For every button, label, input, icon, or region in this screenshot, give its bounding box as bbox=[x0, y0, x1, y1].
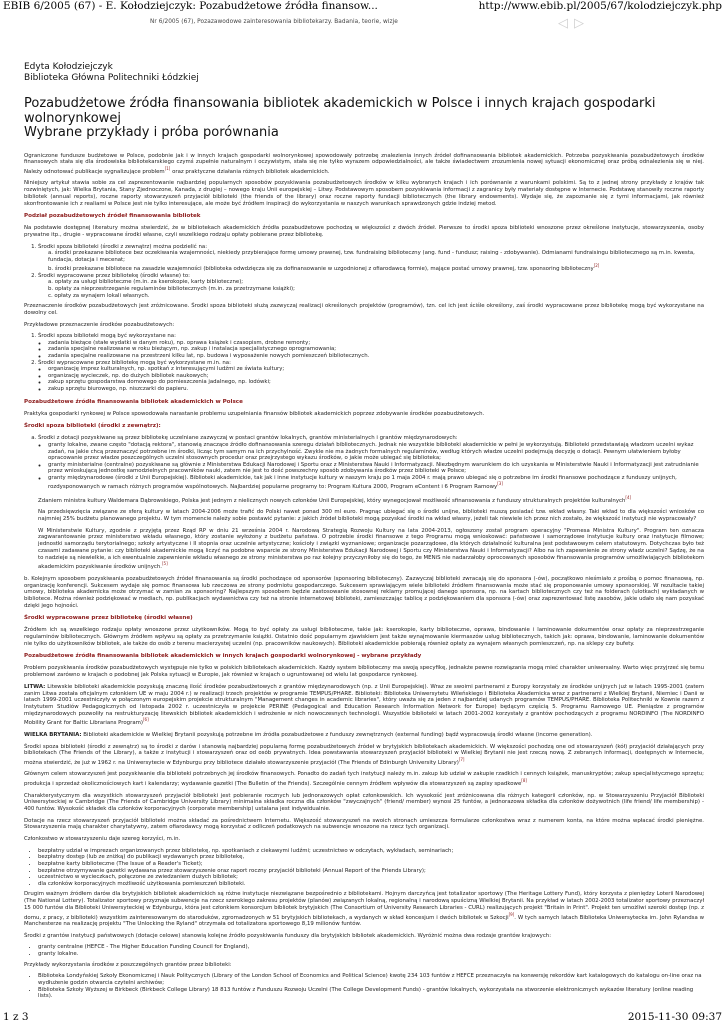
title-line1: Pozabudżetowe źródła finansowania bibliotek akademickich w Polsce i innych krajach gospodarki wolnorynkowej bbox=[24, 96, 656, 126]
print-timestamp: 2015-11-30 09:37 bbox=[627, 1011, 722, 1023]
list-item: ◦ zadania bieżące (stałe wydatki w danym roku), np. oprawa książek i czasopism, drobne remonty; bbox=[48, 340, 704, 347]
section1-paragraph: Na podstawie dostępnej literatury można stwierdzić, że w bibliotekach akademickich źródła pozabudżetowe pochodzą w większości z dwóch źródeł. Pierwsze to środki spoza biblioteki wnoszone przez określone instytucje, stowarzyszenia, osoby prywatne itp., drugie - wypracowane środki własne, czyli wszelkiego rodzaju opłaty pobierane przez bibliotekę. bbox=[24, 225, 704, 238]
print-footer bbox=[0, 1011, 724, 1024]
list-item: a. środki przekazane bibliotece bez oczekiwania wzajemności, niekiedy przybierające formę umowy prawnej, tzw. fundraising biblioteczny (ang. fund - fundusz; raising - zdobywanie). Odmianami fundraisingu bibliotecznego są m.in. kwesta, fundacja, dotacja i mecenat; bbox=[48, 250, 695, 263]
list-item: 2. Środki wypracowane przez bibliotekę mogą być wykorzystane m.in. na: ◦ organizację imprez kulturalnych, np. spotkań z interesującymi ludźmi ze świata kultury; ◦ organizację wycieczek, np. do dużych bibliotek naukowych; ◦ zakup sprzętu gospodarstwa domowego do pomieszczenia jadalnego, np. lodówki; ◦ zakup sprzętu biurowego, np. niszczarki do papieru. bbox=[38, 360, 704, 393]
section2-paragraph: Praktyka gospodarki rynkowej w Polsce spowodowała narastanie problemu uzupełniania finansów bibliotek akademickich poprzez zdobywanie środków pozabudżetowych. bbox=[24, 410, 485, 417]
list-item: ◦ granty ministerialne (centralne) pozyskiwane są głównie z Ministerstwa Edukacji Narodowej i Sportu oraz z Ministerstwa Nauki i Informatyzacji. Niezbędnym warunkiem do ich uzyskania w Ministerstwie Nauki i Informatyzacji jest zatrudnianie przez wnioskującą jednostkę samodzielnych pracowników nauki, zatem nie jest to dość powszechny sposób zdobywania środków przez biblioteki w Polsce; bbox=[48, 462, 704, 475]
section-heading-5: Pozabudżetowe źródła finansowania bibliotek akademickich w innych krajach gospodarki wolnorynkowej - wybrane przykłady bbox=[24, 653, 422, 660]
list-item: • bezpłatne karty biblioteczne (The Issue of a Reader's Ticket); bbox=[38, 861, 704, 868]
section-heading-3: Środki spoza biblioteki (środki z zewnątrz): bbox=[24, 423, 161, 430]
uk-paragraph-6: Członkostwo w stowarzyszeniu daje szereg korzyści, m.in. bbox=[24, 836, 181, 843]
title-line2: Wybrane przykłady i próba porównania bbox=[24, 125, 279, 140]
print-header-title: EBIB 6/2005 (67) - E. Kołodziejczyk: Pozabudżetowe źródła finansow... bbox=[3, 0, 378, 12]
list-grant-examples bbox=[24, 973, 704, 999]
sponsoring-paragraph: b. Kolejnym sposobem pozyskiwania pozabudżetowych źródeł finansowania są środki pochodzące od sponsorów (sponsoring biblioteczny). Zazwyczaj biblioteki zwracają się do sponsora (-ów), początkowo nieśmiało z prośbą o pomoc finansową, np. organizację konferencji. Sukcesem wydaje się pomoc finansowa lub rzeczowa ze strony podmiotu gospodarczego. Sukcesem sprawiającym wiele biblioteki źródłem finansowania może stać się proponowanie umowy sponsorskiej. W rezultacie takiej umowy, biblioteka akademicka może otrzymać w zamian za sponsoring? Najlepszym sposobem będzie zastosowanie stosownej reklamy promującej danego sponsora, np. na kartach bibliotecznych czy też na folderach (ulotkach) wykładanych w bibliotece. Można również podziękować w mediach, np. publikacjach wydawnictwa czy też na stronie internetowej biblioteki, zamieszczając tablicę z podziękowaniem dla sponsora (-ów) oraz zaprezentować listę zasobów, jakie udało się nam pozyskać dzięki jego hojności. bbox=[24, 575, 704, 609]
minister-paragraph: Zdaniem ministra kultury Waldemara Dąbrowskiego, Polska jest jednym z nielicznych nowych członków Unii Europejskiej, który wynegocjował możliwość sfinansowania z funduszy strukturalnych projektów kulturalnych[4] bbox=[38, 494, 632, 504]
ministry-paragraph: W Ministerstwie Kultury, zgodnie z przyjętą przez Rząd RP w dniu 21 września 2004 r. Narodową Strategią Rozwoju Kultury na lata 2004-2013, ogłoszony został program operacyjny "Promesa Ministra Kultury". Program ten oznacza zagwarantowanie przez ministerstwo wkładu własnego, który zostanie wyłożony z budżetu państwa. O potrzebie środki finansowe z tego Programu mogą wnioskować: państwowe i samorządowe instytucje kultury oraz instytucje filmowe; jednostki samorządu terytorialnego; szkoły artystyczne i II stopnia oraz uczelnie artystyczne; kościoły i związki wyznaniowe; organizacje pozarządowe, dla których działalność kulturalna jest podstawowym celem statutowym. Dotychczas było też czasami zadawane pytanie: czy biblioteki akademickie mogą liczyć na podobne wsparcie ze strony Ministerstwa Edukacji Narodowej i Sportu czy Ministerstwa Nauki i Informatyzacji? Albo na ich zapewnienie ze strony władz uczelni? Sądzę, że na to nadzieje są niewielkie, a ich ewentualnie zapewnienie wkładu własnego ze strony ministerstwa po raz kolejny przyczyniłoby się do tego, że MENiS nie nadarzałoby oprocowanych sposobów finansowania programów umożliwiających bibliotekom akademickim pozyskiwanie środków unijnych.[5] bbox=[38, 527, 704, 571]
list-item: • bezpłatne otrzymywanie gazetki wydawana przez stowarzyszenie oraz raport roczny przyjaciół biblioteki (Annual Report of the Friends Library); bbox=[38, 868, 704, 875]
list-item: ◦ granty międzynarodowe (środki z Unii Europejskiej). Biblioteki akademickie, tak jak i inne instytucje kultury w naszym kraju po 1 maja 2004 r. mają prawo ubiegać się o potrzebne im środki finansowe pochodzące z funduszy unijnych, rozdysponowanych w ramach różnych programów wspólnotowych. Najbardziej popularne programy to: Program Kultura 2000, Program eContent i 6 Program Ramowy[3] bbox=[48, 475, 704, 491]
section-heading-1: Podział pozabudżetowych źródeł finansowania bibliotek bbox=[24, 213, 201, 220]
list-item: ◦ zadania specjalne realizowane na przestrzeni kilku lat, np. budowa i wyposażenie nowych pomieszczeń bibliotecznych. bbox=[48, 353, 704, 360]
uk-paragraph-1: WIELKA BRYTANIA: Biblioteki akademickie w Wielkiej Brytanii pozyskują potrzebne im źródła pozabudżetowe z funduszy zewnętrznych (external funding) bądź wypracowują środki własne (income generation). bbox=[24, 731, 593, 738]
list-funding-types bbox=[24, 244, 704, 300]
list-membership-benefits bbox=[24, 848, 704, 888]
list-item: • Biblioteka Londyńskiej Szkoły Ekonomicznej i Nauk Politycznych (Library of the London School of Economics and Political Science) kwotę 234 103 funtów z HEFCE przeznaczyła na konwersję rekordów kart katalogowych do katalogu on-line oraz na wydłużenie godzin otwarcia czytelni archiwów; bbox=[38, 973, 704, 986]
author-affiliation: Biblioteka Główna Politechniki Łódzkiej bbox=[24, 72, 199, 83]
list-item: ◦ zakup sprzętu gospodarstwa domowego do pomieszczenia jadalnego, np. lodówki; bbox=[48, 379, 704, 386]
issue-subtitle: Nr 6/2005 (67), Pozazawodowe zainteresowania bibliotekarzy. Badania, teorie, wizje bbox=[150, 19, 398, 25]
intro-paragraph-2: Niniejszy artykuł stawia sobie za cel zaprezentowanie najbardziej popularnych sposobów pozyskiwania pozabudżetowych środków w kilku wybranych krajach i ich porównanie z warunkami polskimi. Są to z jednej strony przykłady z krajów tak rozwiniętych, jak: Wielka Brytania, Stany Zjednoczone, Kanada, z drugiej – nowego kraju Unii europejskiej – Litwy. Podstawowym sposobem pozyskiwania informacji z zagranicy były materiały dostępne w Internecie. Podstawę stanowiły roczne raporty bibliotek (annual reports), roczne raporty stowarzyszeń przyjaciół biblioteki (the friends of the library) oraz roczne raporty fundacji bibliotecznych (the library endowments). Wydaje się, że zapoznanie się z tymi informacjami, jak również skonfrontowanie ich z realiami w Polsce jest nie tylko interesujące, ale może być źródłem inspiracji do wykorzystania w naszych warunkach sprawdzonych gdzie indziej metod. bbox=[24, 180, 704, 207]
footnote-ref[interactable]: [2] bbox=[593, 263, 600, 269]
list-item: • granty centralne (HEFCE - The Higher Education Funding Council for England), bbox=[38, 944, 704, 951]
list-item: ◦ organizację imprez kulturalnych, np. spotkań z interesującymi ludźmi ze świata kultury; bbox=[48, 366, 704, 373]
uk-paragraph-4: Charakterystycznym dla wszystkich stowarzyszeń przyjaciół biblioteki jest pobieranie rocznych lub jednorazowych opłat członkowskich. Ich wysokość jest zróżnicowana dla różnych kategorii członków, np. w Stowarzyszeniu Przyjaciół Biblioteki Uniwersyteckiej w Cambridge (The Friends of Cambridge University Library) minimalna składka roczna dla członków "zwyczajnych" (friend/ member) wynosi 25 funtów, a jednorazowa składka dla członków dożywotnich (life friend/ life membership) - 400 funtów. Wysokość składek dla członków korporacyjnych (corporate membership) ustalana jest indywidualnie. bbox=[24, 792, 704, 813]
section4-paragraph: Źródłem ich są wszelkiego rodzaju opłaty wnoszone przez użytkowników. Mogą to być opłaty za usługi biblioteczne, takie jak: kserokopie, karty biblioteczne, oprawa, bindowanie i laminowanie dokumentów oraz opłaty za nieprzestrzeganie regulaminów bibliotecznych. Głównym źródłem wpływu są opłaty za przetrzymanie książki. Ostatnio dość popularnym zjawiskiem jest także wynajmowanie kiermaszów usług bibliotecznych, takich jak: oprawa, bindowanie, laminowanie dokumentów nie tylko do użytkowników bibliotek, ale także do osób z terenu macierzystej uczelni (np. pracowników naukowych). Biblioteki akademickie pobierają również opłaty za wynajem własnych pomieszczeń, np. na sklepy czy bufety. bbox=[24, 627, 704, 647]
issue-navigation bbox=[552, 16, 584, 31]
uk-paragraph-5: Dotacje na rzecz stowarzyszeń przyjaciół biblioteki można składać za pośrednictwem Internetu. Większość stowarzyszeń na swoich stronach umieszcza formularze członkostwa wraz z numerem konta, na które można wpłacać środki pieniężne. Stowarzyszenia mają charakter charytatywny, zatem ofiarodawcy mogą korzystać z odliczeń podatkowych na subwencje wnoszone na rzecz tych organizacji. bbox=[24, 817, 704, 831]
uk-paragraph-3: Głównym celem stowarzyszeń jest pozyskiwanie dla biblioteki potrzebnych jej środków finansowych. Ponadto do zadań tych instytucji należy m.in. zakup lub udział w zakupie rzadkich i cennych książek, manuskryptów; zakup specjalistycznego sprzętu; produkcja i sprzedaż okolicznościowych kart i kalendarzy; wydawanie gazetki (The Bulletin of the Friends). Szczególnie cennym źródłem wpływów dla stowarzyszeń są zapisy spadkowe[8] bbox=[24, 771, 704, 787]
article-title bbox=[24, 97, 704, 141]
article bbox=[24, 62, 704, 1004]
footnote-ref[interactable]: [4] bbox=[625, 494, 632, 500]
footnote-ref[interactable]: [7] bbox=[458, 756, 465, 762]
uk-paragraph-7: Drugim ważnym źródłem darów dla brytyjskich bibliotek akademickich są różne instytucje niezwiązane bezpośrednio z bibliotekami. Hojnym darczyńcą jest totalizator sportowy (The Heritage Lottery Fund), który korzysta z pieniędzy Loterii Narodowej (The National Lottery). Totalizator sportowy przyznaje subwencje na rzecz szerokiego zakresu projektów (planów) związanych lokalną, regionalną i narodową spuścizną Wielkiej Brytanii. Na przykład w latach 2002-2003 totalizator sportowy przeznaczył 15 000 funtów dla Biblioteki Uniwersyteckiej w Edynburgu, która jest członkiem konsorcjum bibliotek brytyjskich (The Consortium of University Research Libraries - CURL) realizujących projekt "Britain in Print". Projekt ten umożliwi szeroki dostęp (np. z domu, z pracy, z biblioteki) wszystkim zainteresowanym do staroduków, zgromadzonych w 51 brytyjskich bibliotekach, a wydanych w skład koncesjum i dwóch bibliotek w Szkocji[9]. W tych samych latach Biblioteka Uniwersytecka im. John Rylandsa w Manchesterze na realizację projektu "The Unlocking the Ryland" otrzymała od totalizatora sportowego 8,19 milionów funtów. bbox=[24, 891, 704, 928]
list-item: ◦ zakup sprzętu biurowego, np. niszczarki do papieru. bbox=[48, 386, 704, 393]
section-heading-4: Środki wypracowane przez bibliotekę (środki własne) bbox=[24, 615, 193, 622]
list-item: • uczestnictwo w wycieczkach, połączone ze zwiedzaniem dużych bibliotek; bbox=[38, 874, 704, 881]
list-item: • bezpłatny dostęp (lub ze zniżką) do publikacji wydawanych przez bibliotekę, bbox=[38, 854, 704, 861]
list-item: a. opłaty za usługi biblioteczne (m.in. za kserokopie, karty biblioteczne); bbox=[48, 279, 244, 286]
list-item: 2. Środki wypracowane przez bibliotekę (środki własne) to: a. opłaty za usługi biblioteczne (m.in. za kserokopie, karty biblioteczne); b. opłaty za nieprzestrzeganie regulaminów bibliotecznych (m.in. za przetrzymane książki); c. opłaty za wynajem lokali własnych. bbox=[38, 273, 704, 299]
list-external-funds bbox=[24, 435, 704, 491]
footnote-ref[interactable]: [6] bbox=[142, 717, 149, 723]
prev-arrow-icon[interactable]: ◁ bbox=[558, 16, 568, 31]
list-examples bbox=[24, 333, 704, 392]
footnote-ref[interactable]: [3] bbox=[497, 481, 503, 487]
lithuania-paragraph: LITWA: Litewskie biblioteki akademickie pozyskują znaczną ilość środków pozabudżetowych z grantów międzynarodowych (np. z Unii Europejskiej). Wraz ze swoimi partnerami z Europy korzystały ze środków unijnych już w latach 1995-2001 (zatem zanim Litwa została oficjalnym członkiem UE w maju 2004 r.) w realizacji trzech projektów w programie TEMPUS/PHARE. Biblioteki: Biblioteka Uniwersytetu Wileńskiego i Biblioteka Akademicka wraz z partnerami z Wielkiej Brytanii, Niemiec i Danii w latach 1999-2001 uczestniczyły w połączonym europejskim projekcie strukturalnym "Management changes in academic libraries", który uważa się za jeden z najbardziej udanych programów TEMPUS/PHARE. Biblioteka Politechniki w Kownie razem z Instytutem Studiów Pedagogicznych od listopada 2002 r. uczestniczyła w projekcie PERINE (Pedagogical and Education Research Information Network for Europe) będącym częścią 5. Programu Ramowego UE. Pieniądze z programów międzynarodowych pozwoliły na restrukturyzację litewskich bibliotek akademickich i wdrożenie w nich nowoczesnych technologii. Wszystkie biblioteki w latach 2001-2002 korzystały z grantów pochodzących z programu NORDINFO (The NORDINFO Mobility Grant for Baltic Librarians Program)[6] bbox=[24, 683, 704, 727]
list-item: b. środki przekazane bibliotece na zasadzie wzajemności (biblioteka odwdzięcza się za dofinansowanie w uzgodnionej z ofiarodawcą formie), mające postać umowy prawnej, tzw. sponsoring biblioteczny[2] bbox=[48, 263, 600, 273]
list-item: 1. Środki spoza biblioteki (środki z zewnątrz) można podzielić na: a. środki przekazane bibliotece bez oczekiwania wzajemności, niekiedy przybierające formę umowy prawnej, tzw. fundraising biblioteczny (ang. fund - fundusz; raising - zdobywanie). Odmianami fundraisingu bibliotecznego są m.in. kwesta, fundacja, dotacja i mecenat; b. środki przekazane bibliotece na zasadzie wzajemności (biblioteka odwdzięcza się za dofinansowanie w uzgodnionej z ofiarodawcą formie), mające postać umowy prawnej, tzw. sponsoring biblioteczny[2] bbox=[38, 244, 704, 273]
list-item: ◦ granty lokalne, zwane często "dotacją rektora", stanowią znaczące źródło dofinansowania szeregu działań bibliotecznych. Jednak nie wszystkie biblioteki akademickie w pełni je wykorzystują. Biblioteki przedstawiają władzom uczelni wykaz zadań, na jakie chcą przeznaczyć potrzebne im środki, licząc tym samym na ich przychylność. Zwykle nie ma żadnych formalnych regulaminów, według których władze uczelni podejmują decyzję o dotacji. Pewnym ułatwieniem byłoby opracowanie przez władze poszczególnych uczelni stosownych procedur oraz przejrzystego wykazu środków, o jakie może ubiegać się biblioteka; bbox=[48, 442, 704, 462]
list-item: • granty lokalne. bbox=[38, 951, 704, 958]
footnote-ref[interactable]: [1] bbox=[164, 165, 171, 171]
list-item: c. opłaty za wynajem lokali własnych. bbox=[48, 292, 150, 299]
uk-paragraph-9: Przykłady wykorzystania środków z poszczególnych grantów przez biblioteki: bbox=[24, 961, 232, 968]
section-heading-2: Pozabudżetowe źródła finansowania bibliotek akademickich w Polsce bbox=[24, 398, 243, 405]
intro1-end: oraz praktyczne działania różnych bibliotek akademickich. bbox=[170, 168, 330, 175]
list-item: ◦ organizację wycieczek, np. do dużych bibliotek naukowych; bbox=[48, 373, 704, 380]
footnote-ref[interactable]: [8] bbox=[521, 778, 527, 784]
examples-paragraph: Przykładowe przeznaczenie środków pozabudżetowych: bbox=[24, 321, 175, 328]
next-arrow-icon[interactable]: ▷ bbox=[574, 16, 584, 31]
footnote-ref[interactable]: [9] bbox=[508, 911, 515, 917]
page-number: 1 z 3 bbox=[3, 1011, 29, 1023]
print-header-url: http://www.ebib.pl/2005/67/kolodziejczyk.php bbox=[478, 0, 722, 12]
uk-paragraph-2: Środki spoza biblioteki (środki z zewnątrz) są to środki z darów i stanowią najbardziej popularną formę pozabudżetowych źródeł w brytyjskich bibliotekach akademickich. W większości pochodzą one od stowarzyszeń (kół) przyjaciół działających przy bibliotekach (The Friends of the Library), a także z instytucji i stowarzyszeń oraz od osób prywatnych. Idea powstawania stowarzyszeń przyjaciół biblioteki w Wielkiej Brytanii nie jest rzeczą nową. Z zebranych informacji, dostępnych w Internecie, można stwierdzić, że już w 1962 r. na Uniwersytecie w Edynburgu przy bibliotece działało stowarzyszenie przyjaciół (The Friends of Edinburgh University Library)[7] bbox=[24, 743, 704, 766]
print-header bbox=[0, 0, 724, 13]
list-item: ◦ zadania specjalne realizowane w roku bieżącym, np. zakup i instalacja specjalistycznego oprogramowania; bbox=[48, 346, 704, 353]
list-item: • Biblioteka Szkoły Wyższej w Birkbeck (Birkbeck College Library) 18 813 funtów z Funduszu Rozwoju Uczelni (The College Development Funds) - grantów lokalnych, wykorzystała na stworzenie elektronicznych wykazów literatury (online reading lists). bbox=[38, 987, 704, 1000]
list-item: • dla członków korporacyjnych możliwość użytkowania pomieszczeń biblioteki. bbox=[38, 881, 704, 888]
author-name: Edyta Kołodziejczyk bbox=[24, 62, 113, 72]
purpose-paragraph: Przeznaczenie środków pozabudżetowych jest zróżnicowane. Środki spoza biblioteki służą zazwyczaj realizacji określonych projektów (programów), tzn. cel ich jest ściśle określony, zaś środki wypracowane przez bibliotekę mogą być wykorzystane na dowolny cel. bbox=[24, 303, 704, 316]
list-item: a. Środki z dotacji pozyskiwane są przez bibliotekę uczelniane zazwyczaj w postaci grantów lokalnych, grantów ministerialnych i grantów międzynarodowych: ◦ granty lokalne, zwane często "dotacją rektora", stanowią znaczące źródło dofinansowania szeregu działań bibliotecznych. Jednak nie wszystkie biblioteki akademickie w pełni je wykorzystują. Biblioteki przedstawiają władzom uczelni wykaz zadań, na jakie chcą przeznaczyć potrzebne im środki, licząc tym samym na ich przychylność. Zwykle nie ma żadnych formalnych regulaminów, według których władze uczelni podejmują decyzję o dotacji. Pewnym ułatwieniem byłoby opracowanie przez władze poszczególnych uczelni stosownych procedur oraz przejrzystego wykazu środków, o jakie może ubiegać się biblioteka; ◦ granty ministerialne (centralne) pozyskiwane są głównie z Ministerstwa Edukacji Narodowej i Sportu oraz z Ministerstwa Nauki i Informatyzacji. Niezbędnym warunkiem do ich uzyskania w Ministerstwie Nauki i Informatyzacji jest zatrudnianie przez wnioskującą jednostkę samodzielnych pracowników nauki, zatem nie jest to dość powszechny sposób zdobywania środków przez biblioteki w Polsce; ◦ granty międzynarodowe (środki z Unii Europejskiej). Biblioteki akademickie, tak jak i inne instytucje kultury w naszym kraju po 1 maja 2004 r. mają prawo ubiegać się o potrzebne im środki finansowe pochodzące z funduszy unijnych, rozdysponowanych w ramach różnych programów wspólnotowych. Najbardziej popularne programy to: Program Kultura 2000, Program eContent i 6 Program Ramowy[3] bbox=[38, 435, 704, 491]
uk-paragraph-8: Środki z grantów instytucji państwowych (dotacje celowe) stanowią kolejne źródło pozyskiwania funduszy dla brytyjskich bibliotek akademickich. Wyróżnić można dwa rodzaje grantów krajowych: bbox=[24, 932, 552, 939]
intro-paragraph-1 bbox=[24, 153, 704, 176]
list-item: • bezpłatny udział w imprezach organizowanych przez bibliotekę, np. spotkaniach z ciekawymi ludźmi; uczestnictwo w odczytach, wykładach, seminariach; bbox=[38, 848, 704, 855]
list-item: 1. Środki spoza biblioteki mogą być wykorzystane na: ◦ zadania bieżące (stałe wydatki w danym roku), np. oprawa książek i czasopism, drobne remonty; ◦ zadania specjalne realizowane w roku bieżącym, np. zakup i instalacja specjalistycznego oprogramowania; ◦ zadania specjalne realizowane na przestrzeni kilku lat, np. budowa i wyposażenie nowych pomieszczeń bibliotecznych. bbox=[38, 333, 704, 359]
list-item: b. opłaty za nieprzestrzeganie regulaminów bibliotecznych (m.in. za przetrzymane książki); bbox=[48, 285, 295, 292]
section5-paragraph: Problem pozyskiwania środków pozabudżetowych występuje nie tylko w polskich bibliotekach akademickich. Każdy system biblioteczny ma swoją specyfikę, jednakże pewne rozwiązania mogą mieć charakter uniwersalny. Warto więc przyjrzeć się temu problemowi zarówno w krajach o podobnej jak Polska sytuacji w Europie, jak również w krajach o ugruntowanej od wielu lat gospodarce rynkowej. bbox=[24, 665, 704, 679]
footnote-ref[interactable]: [5] bbox=[162, 561, 168, 567]
needs-paragraph: Na przedsięwzięcia związane ze sferą kultury w latach 2004-2006 może trafić do Polski nawet ponad 300 ml euro. Pragnąc ubiegać się o środki unijne, biblioteki muszą posiadać tzw. wkład własny. Taki wkład to dla większości wniosków co najmniej 25% budżetu planowanego projektu. W tym momencie należy sobie postawić pytanie: z jakich źródeł biblioteki mogą pozyskać środki na wkład własny, jeżeli tak niewiele ich przez nich zostało, że większość instytucji nie wypracowały? bbox=[38, 509, 704, 523]
list-grant-types bbox=[24, 944, 704, 957]
journal-banner bbox=[0, 15, 724, 37]
intro1-text: Ograniczone fundusze budżetowe w Polsce, podobnie jak i w innych krajach gospodarki wolnorynkowej spowodowały potrzebę znalezienia innych źródeł dofinansowania bibliotek akademickich. Potrzeba pozyskiwania pozabudżetowych środków finansowych stała się dla środowiska bibliotekarskiego czymś zupełnie naturalnym i oczywistym, stała się nie tylko wyrazem odpowiedzialności, ale także świadectwem zrozumienia nowej sytuacji ekonomicznej oraz próbą odnalezienia się w niej. Należy odnotować publikacje sygnalizujące problem bbox=[24, 152, 704, 175]
